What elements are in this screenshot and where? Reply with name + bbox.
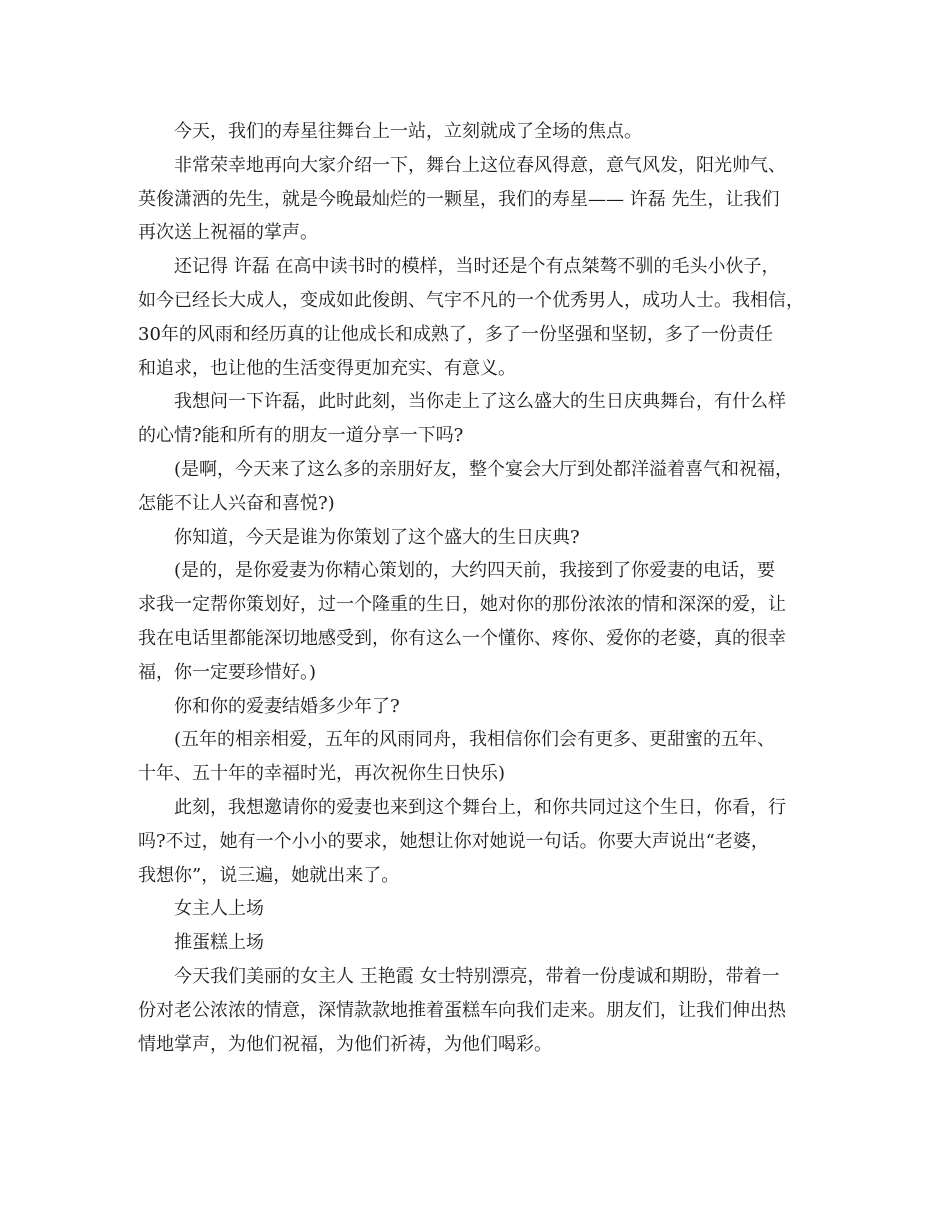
text-line: 你知道，今天是谁为你策划了这个盛大的生日庆典?: [174, 526, 580, 548]
text-line: 今天我们美丽的女主人 王艳霞 女士特别漂亮，带着一份虔诚和期盼，带着一: [174, 965, 780, 987]
text-line: 份对老公浓浓的情意，深情款款地推着蛋糕车向我们走来。朋友们，让我们伸出热: [138, 999, 786, 1021]
text-line: 我想你”，说三遍，她就出来了。: [138, 864, 400, 886]
text-line: 我想问一下许磊，此时此刻，当你走上了这么盛大的生日庆典舞台，有什么样: [174, 391, 786, 413]
paragraph: [138, 960, 814, 1061]
paragraph: [138, 892, 814, 926]
paragraph: [138, 250, 814, 385]
text-line: 此刻，我想邀请你的爱妻也来到这个舞台上，和你共同过这个生日，你看，行: [174, 796, 786, 818]
paragraph: [138, 791, 814, 892]
paragraph: [138, 723, 814, 791]
text-line: 女主人上场: [174, 898, 264, 920]
paragraph: [138, 149, 814, 250]
text-line: 非常荣幸地再向大家介绍一下，舞台上这位春风得意，意气风发，阳光帅气、: [174, 154, 786, 176]
paragraph: [138, 521, 814, 555]
text-line: 英俊潇洒的先生，就是今晚最灿烂的一颗星，我们的寿星—— 许磊 先生，让我们: [138, 188, 780, 210]
text-line: 今天，我们的寿星往舞台上一站，立刻就成了全场的焦点。: [174, 121, 642, 142]
text-line: 怎能不让人兴奋和喜悦?): [138, 492, 335, 514]
paragraph: [138, 115, 814, 149]
text-line: 求我一定帮你策划好，过一个隆重的生日，她对你的那份浓浓的情和深深的爱，让: [138, 594, 786, 616]
text-line: 十年、五十年的幸福时光，再次祝你生日快乐): [138, 763, 506, 785]
paragraph: [138, 926, 814, 960]
paragraph: [138, 554, 814, 689]
text-line: (是的，是你爱妻为你精心策划的，大约四天前，我接到了你爱妻的电话，要: [174, 560, 776, 582]
text-line: 推蛋糕上场: [174, 932, 264, 954]
text-line: 福，你一定要珍惜好。): [138, 661, 317, 683]
text-line: 吗?不过，她有一个小小的要求，她想让你对她说一句话。你要大声说出“老婆，: [138, 830, 769, 852]
text-line: 和追求，也让他的生活变得更加充实、有意义。: [138, 357, 516, 379]
text-line: 的心情?能和所有的朋友一道分享一下吗?: [138, 425, 464, 447]
text-line: 再次送上祝福的掌声。: [138, 222, 318, 244]
text-line: 我在电话里都能深切地感受到，你有这么一个懂你、疼你、爱你的老婆，真的很幸: [138, 627, 786, 649]
text-line: (五年的相亲相爱，五年的风雨同舟，我相信你们会有更多、更甜蜜的五年、: [174, 729, 776, 751]
text-line: 你和你的爱妻结婚多少年了?: [174, 695, 400, 717]
document-page: [138, 115, 814, 1061]
text-line: 30年的风雨和经历真的让他成长和成熟了，多了一份坚强和坚韧，多了一份责任: [138, 323, 773, 345]
text-line: 如今已经长大成人，变成如此俊朗、气宇不凡的一个优秀男人，成功人士。我相信，: [138, 289, 804, 311]
text-line: 还记得 许磊 在高中读书时的模样，当时还是个有点桀骜不驯的毛头小伙子，: [174, 256, 780, 278]
paragraph: [138, 690, 814, 724]
paragraph: [138, 453, 814, 521]
paragraph: [138, 385, 814, 453]
text-line: (是啊，今天来了这么多的亲朋好友，整个宴会大厅到处都洋溢着喜气和祝福，: [174, 458, 794, 480]
text-line: 情地掌声，为他们祝福，为他们祈祷，为他们喝彩。: [138, 1033, 552, 1055]
